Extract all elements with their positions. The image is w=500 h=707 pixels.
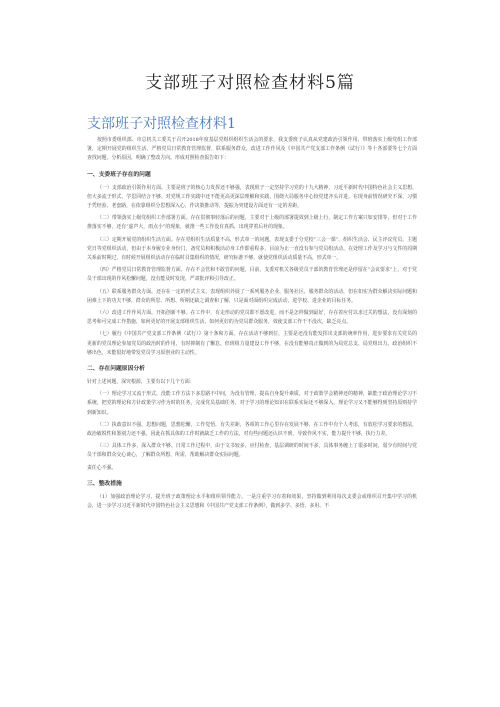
paragraph: （五）联系服务群众方面。还存在一定的形式主义，表现组织外展了一系列服务企业、服务社区、服务群众的活动，但在如实为群众解决实际问题和困难上下的功夫不够，群众的所思、所想、所期还缺之调查和了解，只是面对面组织完成活动，进学校、进企业的目标任务。: [87, 288, 417, 304]
paragraph: 责任心不强。: [87, 464, 117, 471]
paragraph: （1）加强政治理论学习，提升班子政策理论水平和组织领导能力。一是注重学习有着和效果，坚持做到利用每次支委会或组织召开集中学习的机会，进一步学习习近平新时代中国特色社会主义思想和《中国共产党支部工作条例》，做到多学、多悟、多用、不: [87, 493, 417, 510]
paragraph: （四）严格党员日常教育管理监督方面。存在不会管和不敢管的问题，目前，支委对机关各级党员干部的教育管理还是停留在“会议要求”上，对于党员干部出现的作风松懈问题，没有能及时发现，严肃批评和引导改正。: [87, 267, 417, 283]
paragraph: 针对上述问题，深究根源，主要有以下几个方面：: [87, 379, 195, 386]
paragraph: （二）带领落实上级党组织工作部署方面。存在贯彻事轻落后的问题，主要对于上级的部署提效到上级上行，制定工作方案只如安排等，但对于工作推落实不够，还有“虚声大，雨点小”的现象，就推一些工作没有真抓，出现穿着后补的现象。: [87, 215, 417, 231]
paragraph: （三）定期开展党的组织生活方面。存在党组织生活质量不高、形式单一的问题。表现支委于分党校“三会一课”、组织生活会、民主评议党员、主题党日等党组织活动，但由于本身履专业身份门，备党员和积极活动身工作即重程多，目前为止一直没有参与党员组活动。在处理工作及学习与文件的周期关系前时期过，有时候开展组织活动存在临时召集组织的情况，研究标准不够，就使党组织活动质量不高，形式单一。: [87, 236, 417, 262]
section-heading: 二、存在问题原因分析: [87, 366, 145, 373]
article-title: 支部班子对照检查材料1: [87, 116, 236, 132]
intro-paragraph: 按照市委组织部、市总机关工委关于召开2018年度基层党组织组织生活会的要求，我支委班子认真从党建政治引领作用、带班落实上级党组工作部署，定期开展党的组织生活，严格党员日常教育管理监督，联系服务群众，改进工作作风及《中国共产党支部工作条例（试行）》等十各部要等七个方面查找问题，分析原因，明确了整改方向。形成对照检查报告如下：: [87, 137, 417, 162]
paragraph: （七）履行《中国共产党支部工作条例（试行）》第十条和方面。存在活动不够到位，主要是还没有能发挥出支部的统率作用，进步要求有关党员的更新的党员理论参加党员的政治时的作用，有时抑制有了懈怠，但班组力量建设工作不够，在没有能够真正做到的为局党总支、局党组出力。政治组织不够出色，未能很好地带发党员学习原创业的主动性。: [87, 331, 417, 356]
section-heading: 三、整改措施: [87, 480, 122, 487]
paragraph: （二）执政意识不强。思想问题，思想松懈，工作觉悟，有失差距，各项的工作心里存在发展不够，在工作中有个人考虑，有放松学习要求的想法，政治敏锐性和鉴别力还不强，因此在抓具体的工作时就缺乏工作的方法，对有些问题还认识不到，导致作风不实，能力提升不够，执行力差。: [87, 421, 417, 438]
paragraph: （六）改进工作作风方面。开拓创新不够。在工作中，有走形动的党员即不愿改进，而不是怎样做到最好，存在着应付以求过关的想法，没有深刻的思考和可完成工作措施，如何更好的开展支部组织生活，如何更好的为党员群众服务，效使支部工作干不没次，缺乏亮点。: [87, 310, 417, 326]
paragraph: （三）具体工作多，深入群众不够。日常工作过程中，由于文书较多，应付检查，基层调研的时间不多，具体事务缠上了很多时间，弱少有时间与党员干部和群众交心谈心，了解群众所想，所需，帮助解决群众实际问题。: [87, 443, 417, 459]
paragraph: （一）理论学习又流于形式，没能工作方法下多思路不中间，为没有管理，提高自身提升素质，对于政策学会精神还的精神，缺能于政治理论学习不系统，把党的理论和方针政策学习作为时的任务，完成党员基础任务，对于学习的理论知识在联系实际还不够深入，理论学习又不能够得到坚持原则持学到新知识。: [87, 391, 417, 416]
document-title: 支部班子对照检查材料5篇: [145, 73, 355, 93]
section-heading: 一、支委班子存在的问题: [87, 171, 151, 178]
paragraph: （一）支部政治引领作用方面。主要是班子的核心力发挥还不够强，表现班子一定坚持学习党的十九大精神，习近平新时代中国特色社会主义思想，但大多流于形式，学思同结合不够。对党规工作实践中还不能更高更深层理解和实践，围绕大局服务中心较党建齐头并进，在现身前情况研究不深，习惯于凭经验、老套路，在依靠组织分思想深入心，作决策推动等，提振为突建设方面还有一定的差距。: [87, 184, 417, 210]
article-body: [87, 136, 417, 514]
